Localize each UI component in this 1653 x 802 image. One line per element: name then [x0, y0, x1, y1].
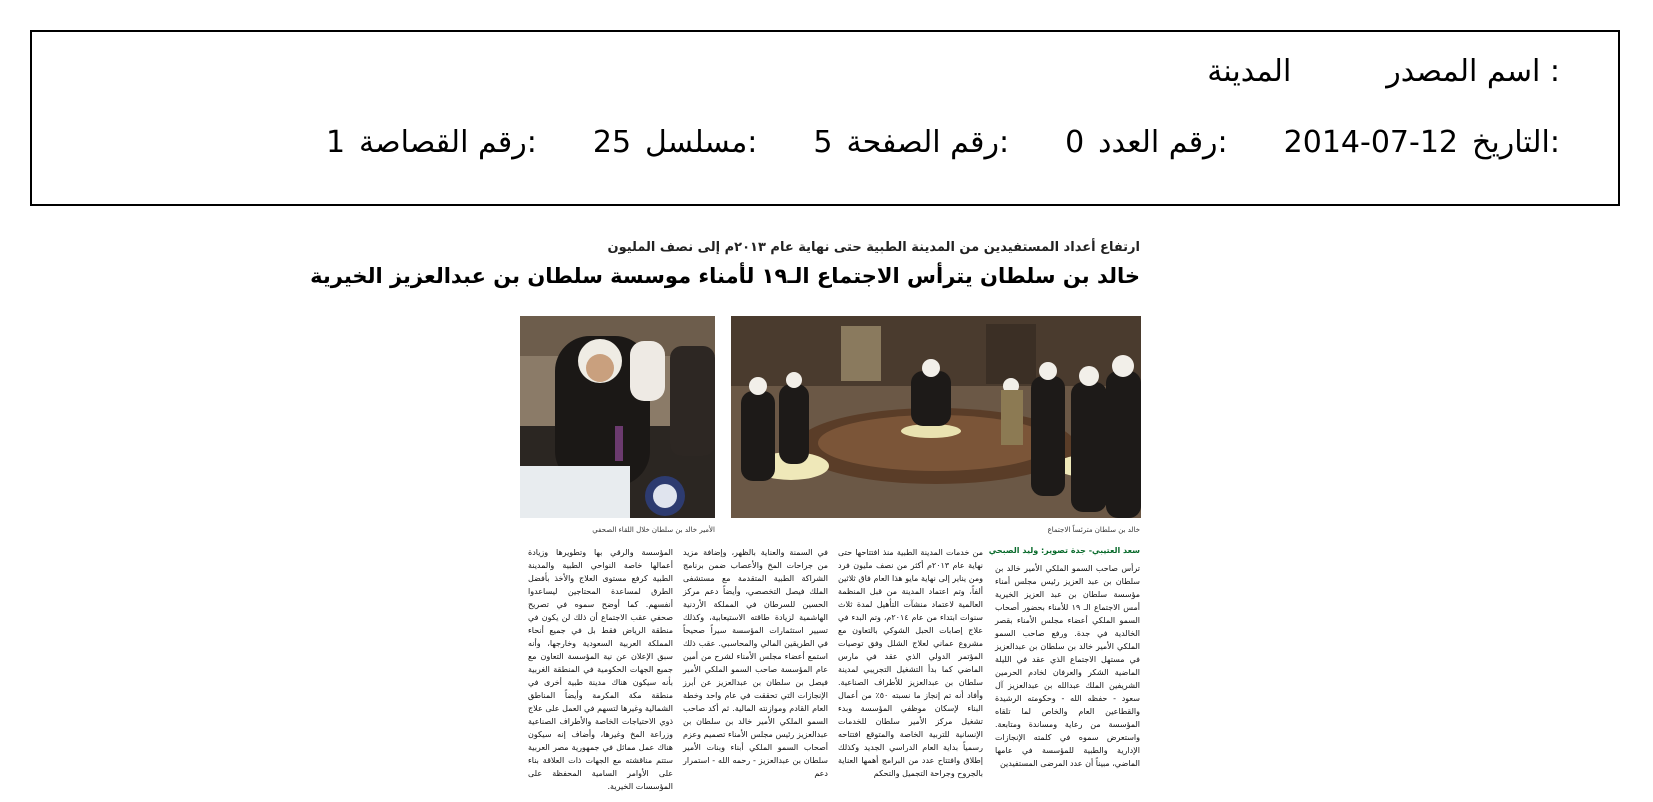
side-photo-caption: الأمير خالد بن سلطان خلال اللقاء الصحفي — [592, 526, 715, 534]
article-kicker: ارتفاع أعداد المستفيدين من المدينة الطبية حتى نهاية عام ٢٠١٣م إلى نصف المليون — [607, 240, 1140, 255]
serial-field — [593, 125, 758, 160]
press-conference-photo — [520, 316, 715, 518]
article-column-3: في السمنة والعناية بالظهر، وإضافة مزيد من جراحات المخ والأعصاب ضمن برنامج الشراكة الطبية المتقدمة مع مستشفى الملك فيصل التخصصي، وأيضاً دعم مركز الحسين للسرطان في المملكة الأردنية الهاشمية لزيادة طاقته الاستيعابية، وكذلك تسيير استثمارات المؤسسة سيراً صحيحاً في الطريقين المالي والمحاسبي. عقب ذلك استمع أعضاء مجلس الأمناء لشرح من أمين عام المؤسسة صاحب السمو الملكي الأمير فيصل بن سلطان بن عبدالعزيز عن أبرز الإنجازات التي تحققت في عام واحد وخطة العام القادم وموازنته المالية. ثم أكد صاحب السمو الملكي الأمير خالد بن سلطان بن عبدالعزيز رئيس مجلس الأمناء تصميم وعزم أصحاب السمو الملكي أبناء وبنات الأمير سلطان بن عبدالعزيز - رحمه الله - استمرار دعم — [683, 548, 828, 778]
main-photo-caption: خالد بن سلطان مترئساً الاجتماع — [1047, 526, 1140, 534]
article-column-2: من خدمات المدينة الطبية منذ افتتاحها حتى نهاية عام ٢٠١٣م أكثر من نصف مليون فرد ومن يناير إلى نهاية مايو هذا العام فاق ثلاثين ألفاً، وتم اعتماد المدينة من قبل المنظمة العالمية لاعتماد منشآت التأهيل لمدة ثلاث سنوات ابتداء من عام ٢٠١٤م، وتم البدء في علاج إصابات الحبل الشوكي بالتعاون مع مشروع عماني لعلاج الشلل وفق توصيات المؤتمر الدولي الذي عقد في مارس الماضي كما بدأ التشغيل التجريبي لمدينة سلطان بن عبدالعزيز للأطراف الصناعية. وأفاد أنه تم إنجاز ما نسبته ٥٠٪ من أعمال البناء لإسكان موظفي المؤسسة وبدء تشغيل مركز الأمير سلطان للخدمات الإنسانية للتربية الخاصة والمتوقع افتتاحه رسمياً بداية العام الدراسي الجديد وكذلك إطلاق وافتتاح عدد من البرامج أهمها العناية بالجروح وجراحة التجميل والتحكم — [838, 548, 984, 778]
article-column-1: ترأس صاحب السمو الملكي الأمير خالد بن سلطان بن عبد العزيز رئيس مجلس أمناء مؤسسة سلطان بن عبد العزيز الخيرية أمس الاجتماع الـ ١٩ للأمناء بحضور أصحاب السمو الملكي أعضاء مجلس الأمناء بقصر الخالدية في جدة. ورفع صاحب السمو الملكي الأمير خالد بن سلطان بن عبدالعزيز في مستهل الاجتماع الذي عقد في الليلة الماضية الشكر والعرفان لخادم الحرمين الشريفين الملك عبدالله بن عبدالعزيز آل سعود - حفظه الله - وحكومته الرشيدة والقطاعين العام والخاص لما تلقاه المؤسسة من رعاية ومساندة ومتابعة. واستعرض سموه في كلمته الإنجازات الإدارية والطبية للمؤسسة في عامها الماضي، مبيناً أن عدد المرضى المستفيدين — [995, 564, 1140, 768]
date-label: التاريخ: — [1472, 125, 1560, 160]
source-label: اسم المصدر : — [1386, 54, 1560, 89]
page-label: رقم الصفحة: — [846, 125, 1010, 160]
clip-label: رقم القصاصة: — [359, 125, 537, 160]
serial-value: 25 — [592, 125, 632, 160]
page-field — [813, 125, 1009, 160]
details-row — [326, 125, 1560, 160]
article-column-4: المؤسسة والرقي بها وتطويرها وزيادة أعمالها خاصة النواحي الطبية والمدينة الطبية كرفع مستوى العلاج والأخذ بأفضل الطرق لمساعدة المحتاجين ليساعدوا أنفسهم. كما أوضح سموه في تصريح صحفي عقب الاجتماع أن ذلك لن يكون في منطقة الرياض فقط بل في جميع أنحاء المملكة العربية السعودية وخارجها، وأنه سبق الإعلان عن نية المؤسسة التعاون مع جميع الجهات الحكومية في المنطقة الغربية بأنه سيكون هناك مدينة طبية أخرى في منطقة مكة المكرمة وأيضاً المناطق الشمالية وغيرها لتسهم في العمل على علاج ذوي الاحتياجات الخاصة والأطراف الصناعية وزراعة المخ وغيرها، وأضاف إنه سيكون هناك عمل مماثل في جمهورية مصر العربية ستتم مناقشته مع الجهات ذات العلاقة بناء على الأوامر السامية المحفظة على المؤسسات الخيرية. — [528, 548, 673, 791]
serial-label: مسلسل: — [645, 125, 758, 160]
clip-value: 1 — [325, 125, 346, 160]
issue-field — [1065, 125, 1228, 160]
date-field — [1284, 125, 1560, 160]
page-value: 5 — [813, 125, 833, 160]
meeting-photo — [731, 316, 1141, 518]
article-headline: خالد بن سلطان يترأس الاجتماع الـ١٩ لأمناء موسسة سلطان بن عبدالعزيز الخيرية — [310, 264, 1140, 288]
article-byline: سعد العتيبي- جدة تصوير: وليد الصبحي — [988, 546, 1140, 555]
source-value: المدينة — [1207, 54, 1292, 89]
source-metadata-box — [30, 30, 1620, 206]
clip-field — [326, 125, 537, 160]
newspaper-clipping — [310, 240, 1140, 791]
issue-value: 0 — [1065, 125, 1085, 160]
source-row — [1207, 54, 1560, 89]
issue-label: رقم العدد: — [1098, 125, 1228, 160]
date-value: 2014-07-12 — [1283, 125, 1459, 160]
